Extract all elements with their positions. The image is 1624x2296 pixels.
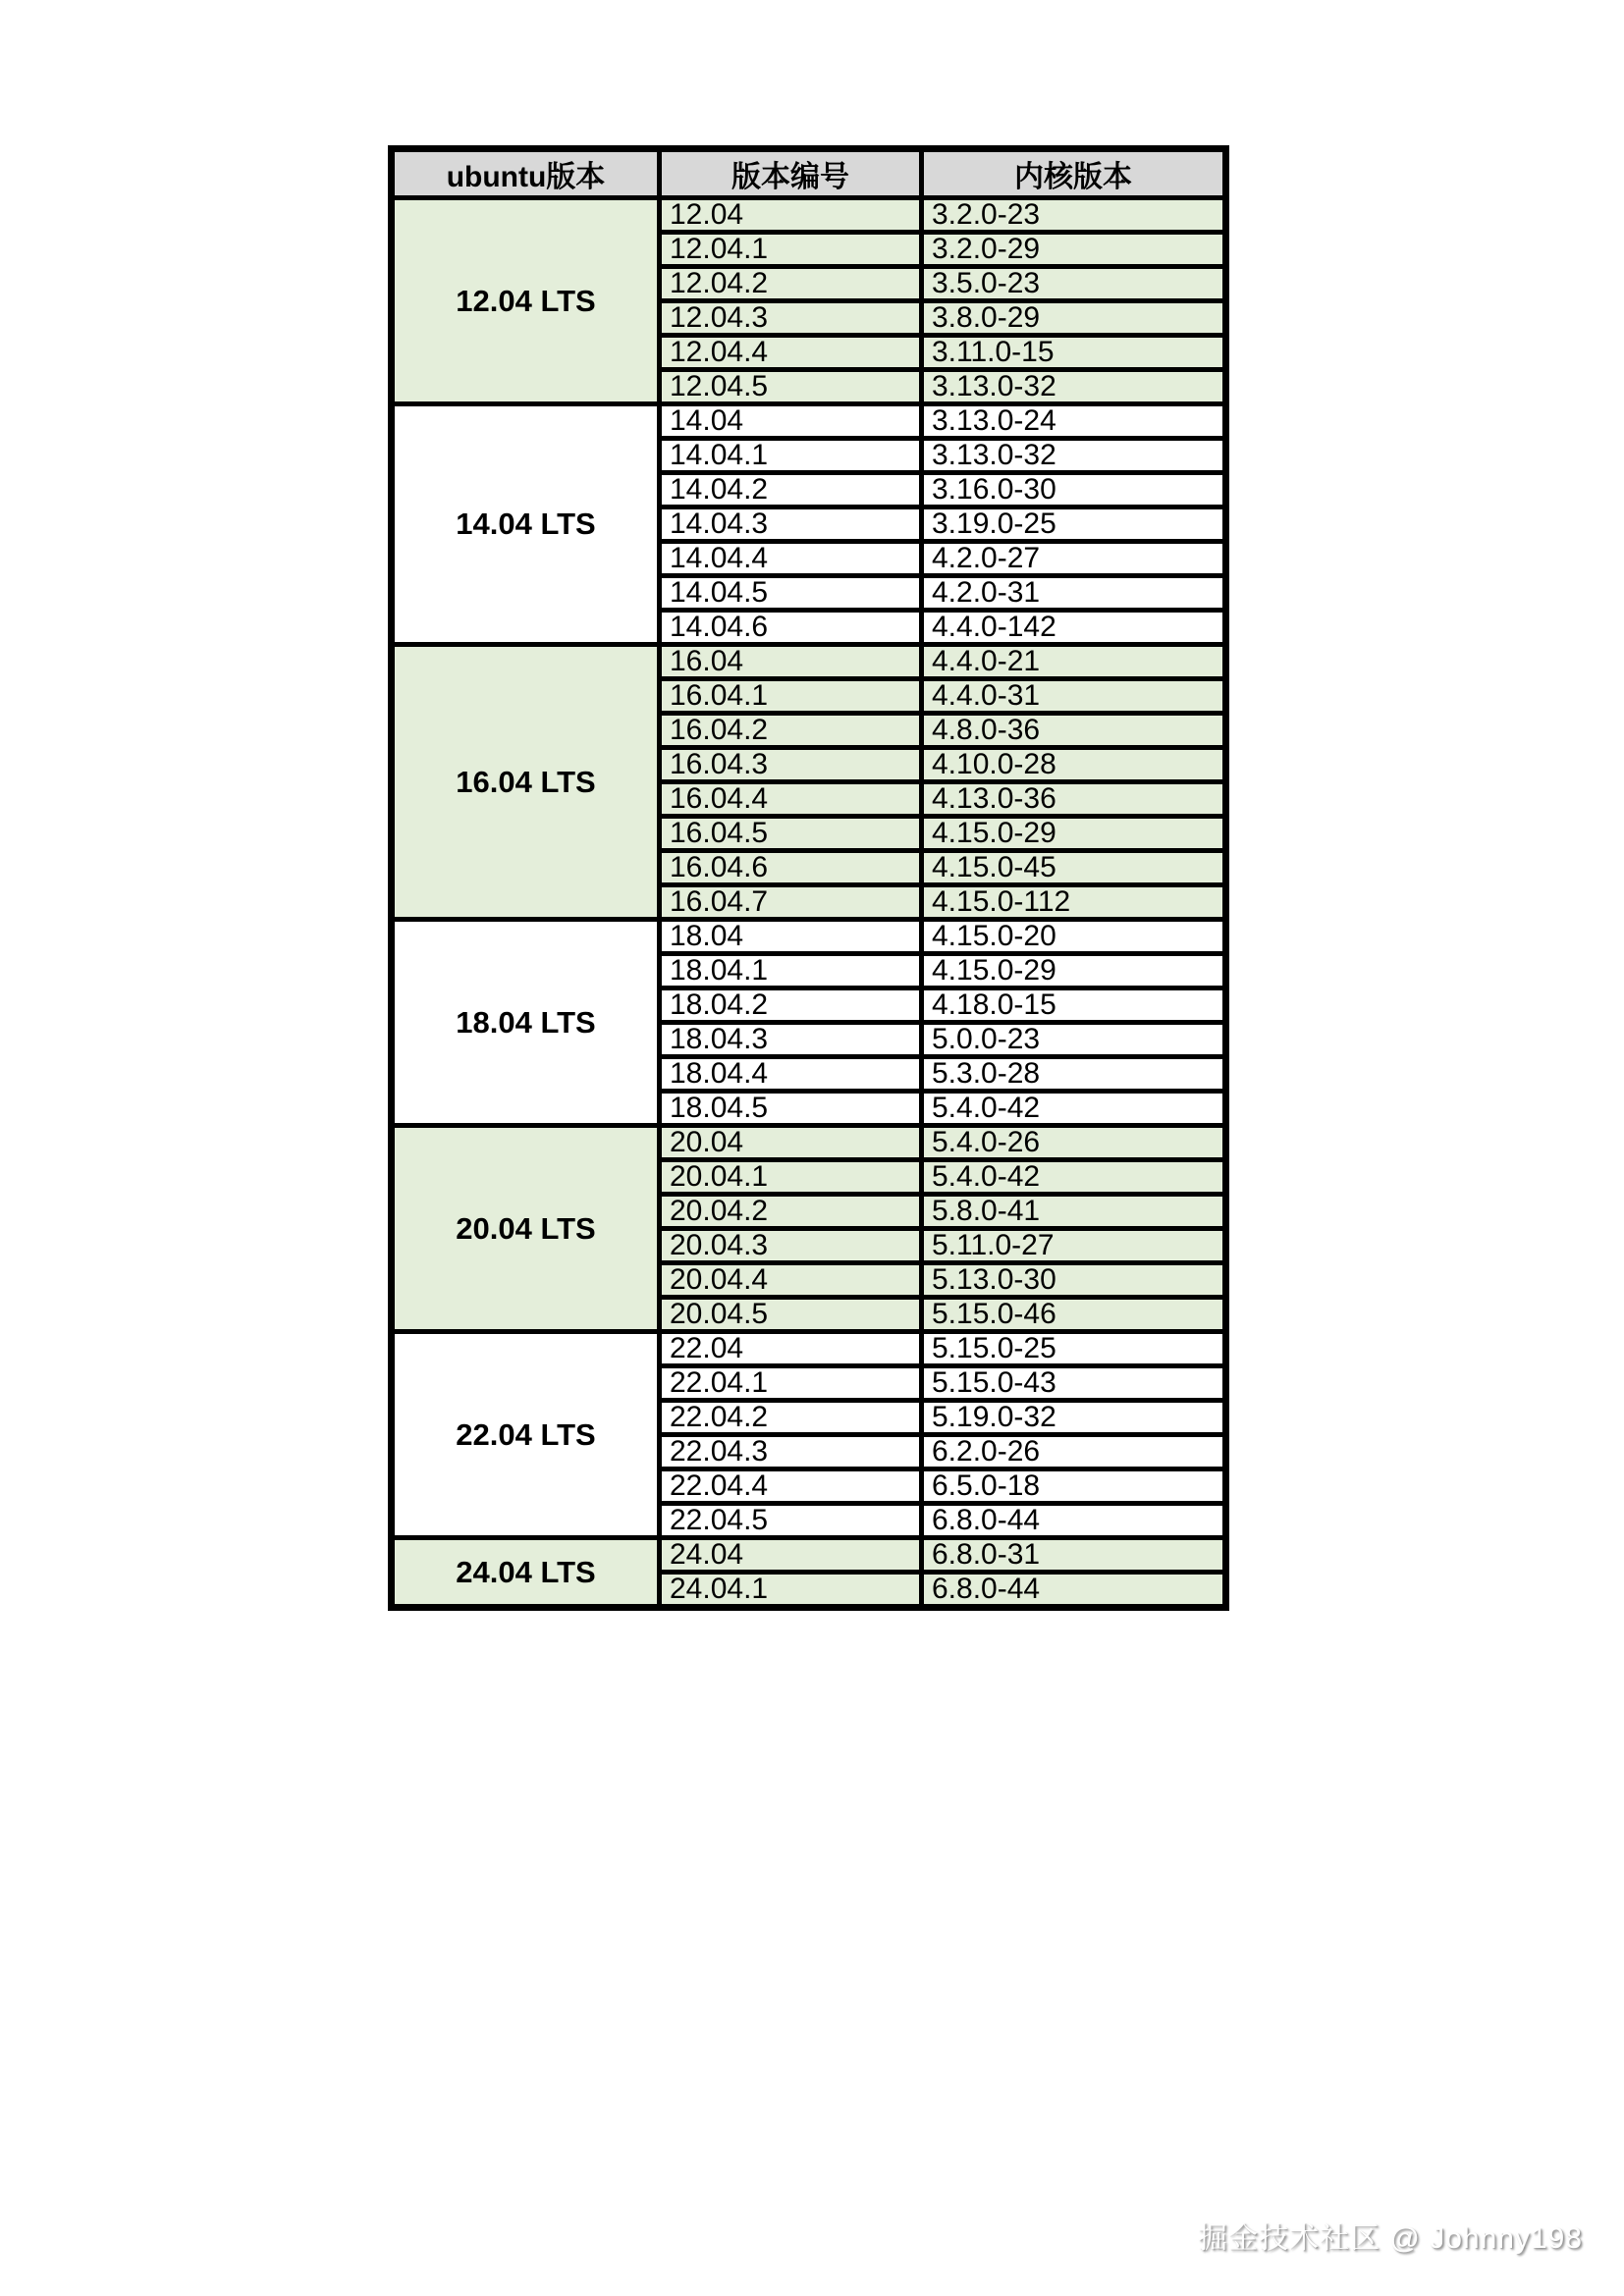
ubuntu-kernel-version-table	[388, 145, 1229, 1611]
release-number-cell: 16.04.2	[660, 714, 922, 748]
release-number-cell: 16.04.4	[660, 782, 922, 817]
release-number-cell: 18.04.1	[660, 954, 922, 988]
release-number-cell: 16.04	[660, 645, 922, 679]
kernel-version-cell: 5.4.0-42	[922, 1160, 1226, 1195]
kernel-version-cell: 6.8.0-31	[922, 1538, 1226, 1573]
release-number-cell: 16.04.1	[660, 679, 922, 714]
release-number-cell: 20.04.1	[660, 1160, 922, 1195]
kernel-version-cell: 4.2.0-31	[922, 576, 1226, 611]
release-number-cell: 16.04.7	[660, 885, 922, 920]
kernel-version-cell: 3.8.0-29	[922, 301, 1226, 336]
release-number-cell: 16.04.6	[660, 851, 922, 885]
kernel-version-cell: 4.15.0-29	[922, 817, 1226, 851]
release-number-cell: 12.04.2	[660, 267, 922, 301]
ubuntu-version-group-cell: 18.04 LTS	[392, 920, 660, 1126]
ubuntu-version-group-cell: 14.04 LTS	[392, 404, 660, 645]
release-number-cell: 22.04.4	[660, 1469, 922, 1504]
kernel-version-cell: 5.19.0-32	[922, 1401, 1226, 1435]
kernel-version-cell: 5.11.0-27	[922, 1229, 1226, 1263]
kernel-version-cell: 3.5.0-23	[922, 267, 1226, 301]
kernel-version-cell: 3.19.0-25	[922, 507, 1226, 542]
header-kernel-version: 内核版本	[922, 149, 1226, 198]
release-number-cell: 22.04	[660, 1332, 922, 1366]
kernel-version-cell: 4.4.0-31	[922, 679, 1226, 714]
table-row	[392, 1126, 1226, 1160]
kernel-version-cell: 4.15.0-112	[922, 885, 1226, 920]
release-number-cell: 18.04.4	[660, 1057, 922, 1092]
ubuntu-version-group-cell: 12.04 LTS	[392, 198, 660, 404]
release-number-cell: 16.04.5	[660, 817, 922, 851]
release-number-cell: 22.04.2	[660, 1401, 922, 1435]
kernel-version-cell: 4.2.0-27	[922, 542, 1226, 576]
release-number-cell: 22.04.1	[660, 1366, 922, 1401]
release-number-cell: 14.04.4	[660, 542, 922, 576]
release-number-cell: 20.04.3	[660, 1229, 922, 1263]
release-number-cell: 12.04.1	[660, 233, 922, 267]
ubuntu-version-group-cell: 20.04 LTS	[392, 1126, 660, 1332]
kernel-version-cell: 5.15.0-46	[922, 1298, 1226, 1332]
kernel-version-cell: 4.15.0-29	[922, 954, 1226, 988]
kernel-version-cell: 5.3.0-28	[922, 1057, 1226, 1092]
release-number-cell: 12.04	[660, 198, 922, 233]
kernel-version-cell: 4.15.0-45	[922, 851, 1226, 885]
ubuntu-version-group-cell: 24.04 LTS	[392, 1538, 660, 1608]
kernel-version-cell: 4.10.0-28	[922, 748, 1226, 782]
table-row	[392, 1538, 1226, 1573]
table-row	[392, 1332, 1226, 1366]
kernel-version-cell: 5.13.0-30	[922, 1263, 1226, 1298]
kernel-version-cell: 6.8.0-44	[922, 1573, 1226, 1608]
release-number-cell: 12.04.5	[660, 370, 922, 404]
release-number-cell: 18.04.2	[660, 988, 922, 1023]
table-row	[392, 198, 1226, 233]
release-number-cell: 12.04.4	[660, 336, 922, 370]
table-body	[392, 198, 1226, 1608]
release-number-cell: 14.04.3	[660, 507, 922, 542]
release-number-cell: 20.04.5	[660, 1298, 922, 1332]
table-row	[392, 645, 1226, 679]
kernel-version-cell: 4.18.0-15	[922, 988, 1226, 1023]
kernel-version-cell: 4.13.0-36	[922, 782, 1226, 817]
kernel-version-cell: 3.13.0-24	[922, 404, 1226, 439]
kernel-version-cell: 4.4.0-21	[922, 645, 1226, 679]
release-number-cell: 24.04.1	[660, 1573, 922, 1608]
kernel-version-cell: 4.8.0-36	[922, 714, 1226, 748]
kernel-version-cell: 5.8.0-41	[922, 1195, 1226, 1229]
kernel-version-cell: 4.15.0-20	[922, 920, 1226, 954]
header-ubuntu-version: ubuntu版本	[392, 149, 660, 198]
release-number-cell: 22.04.5	[660, 1504, 922, 1538]
kernel-version-cell: 3.11.0-15	[922, 336, 1226, 370]
release-number-cell: 12.04.3	[660, 301, 922, 336]
kernel-version-cell: 5.4.0-26	[922, 1126, 1226, 1160]
ubuntu-version-group-cell: 22.04 LTS	[392, 1332, 660, 1538]
kernel-version-cell: 4.4.0-142	[922, 611, 1226, 645]
release-number-cell: 14.04.5	[660, 576, 922, 611]
release-number-cell: 22.04.3	[660, 1435, 922, 1469]
release-number-cell: 14.04.6	[660, 611, 922, 645]
kernel-version-cell: 5.15.0-25	[922, 1332, 1226, 1366]
release-number-cell: 18.04.5	[660, 1092, 922, 1126]
release-number-cell: 24.04	[660, 1538, 922, 1573]
kernel-version-cell: 3.2.0-29	[922, 233, 1226, 267]
release-number-cell: 14.04.1	[660, 439, 922, 473]
kernel-version-cell: 5.15.0-43	[922, 1366, 1226, 1401]
kernel-version-cell: 3.16.0-30	[922, 473, 1226, 507]
kernel-version-cell: 6.2.0-26	[922, 1435, 1226, 1469]
release-number-cell: 20.04.4	[660, 1263, 922, 1298]
kernel-version-cell: 6.8.0-44	[922, 1504, 1226, 1538]
header-release-number: 版本编号	[660, 149, 922, 198]
kernel-version-cell: 5.0.0-23	[922, 1023, 1226, 1057]
release-number-cell: 16.04.3	[660, 748, 922, 782]
release-number-cell: 18.04	[660, 920, 922, 954]
table-header-row	[392, 149, 1226, 198]
release-number-cell: 14.04.2	[660, 473, 922, 507]
kernel-version-cell: 3.13.0-32	[922, 370, 1226, 404]
kernel-version-cell: 3.2.0-23	[922, 198, 1226, 233]
watermark: 掘金技术社区 @ Johnny198	[1198, 2222, 1583, 2255]
table-row	[392, 404, 1226, 439]
table-row	[392, 920, 1226, 954]
kernel-version-cell: 3.13.0-32	[922, 439, 1226, 473]
kernel-version-cell: 5.4.0-42	[922, 1092, 1226, 1126]
release-number-cell: 20.04	[660, 1126, 922, 1160]
kernel-version-cell: 6.5.0-18	[922, 1469, 1226, 1504]
release-number-cell: 14.04	[660, 404, 922, 439]
ubuntu-version-group-cell: 16.04 LTS	[392, 645, 660, 920]
release-number-cell: 20.04.2	[660, 1195, 922, 1229]
release-number-cell: 18.04.3	[660, 1023, 922, 1057]
